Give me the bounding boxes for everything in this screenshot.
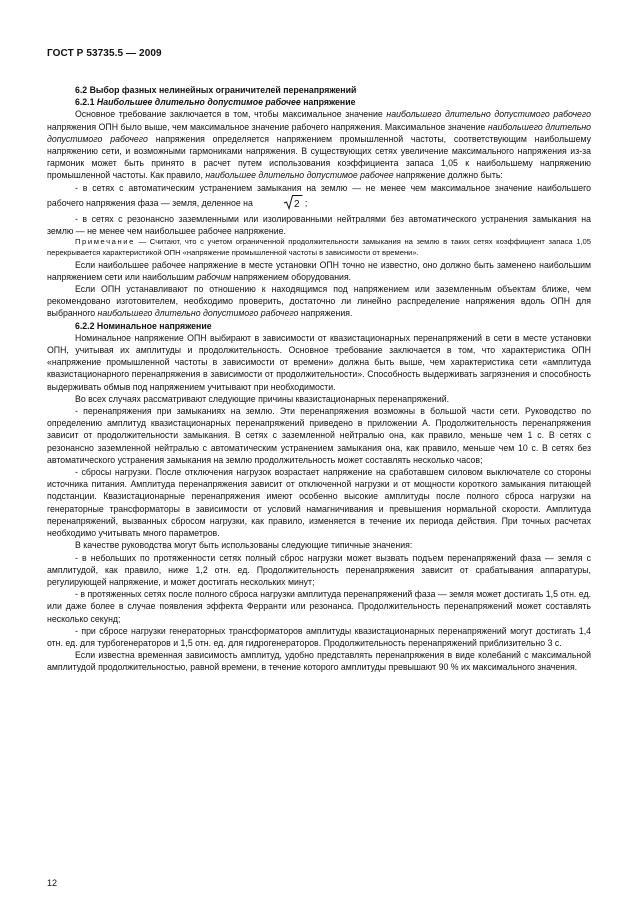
subsection-heading-2: 6.2.2 Номинальное напряжение <box>75 320 212 331</box>
paragraph: В качестве руководства могут быть использованы следующие типичные значения: <box>75 540 413 551</box>
paragraph: Если наибольшее рабочее напряжение в месте установки ОПН точно не известно, оно должно быть заменено наибольшим напряжением сети или наибольшим рабочим напряжением оборудования. <box>47 259 591 282</box>
paragraph: Номинальное напряжение ОПН выбирают в зависимости от квазистационарных перенапряжений в сети в месте установки ОПН, учитывая их амплитуды и продолжительность. Основное требование заключается в том, что характеристика ОПН «напряжение промышленной частоты в зависимости от времени» должна быть выше, чем характеристика сети «амплитуда квазистационарного перенапряжения в зависимости от продолжительности». Способность выдерживать загрязнения и способность выдерживать обмыв под напряжением учитывают при необходимости. <box>47 332 591 392</box>
section-heading: 6.2 Выбор фазных нелинейных ограничителей перенапряжений <box>75 85 357 95</box>
sqrt-symbol <box>255 194 303 213</box>
list-item: - перенапряжения при замыканиях на землю. Эти перенапряжения возможны в большой части сети. Руководство по определению амплитуд квазистационарных перенапряжений приведено в приложении А. Продолжительность перенапряжения зависит от продолжительности замыкания. В сетях с заземленной нейтралью она, как правило, меньше чем 1 с. В сетях с резонансно заземленной нейтралью с автоматическим устранением замыкания она, как правило, меньше чем 10 с. В сетях без автоматического устранения замыкания на землю продолжительность может составлять несколько часов; <box>47 406 591 465</box>
paragraph: Во всех случаях рассматривают следующие причины квазистационарных перенапряжений. <box>75 393 450 404</box>
paragraph: Основное требование заключается в том, чтобы максимальное значение наибольшего длительно допустимого рабочего напряжения ОПН было выше, чем максимальное значение рабочего напряжения. Максимальное значение наибольшего длительно допустимого рабочего напряжения определяется напряжением промышленной частоты, соответствующим наибольшему напряжению сети, и возможными гармониками напряжения. В существующих сетях увеличение максимального напряжения из-за гармоник может быть принято в расчет путем использования коэффициента запаса 1,05 к наибольшему напряжению промышленной частоты. Как правило, наибольшее длительно допустимое рабочее напряжение должно быть: <box>47 109 591 181</box>
document-body <box>47 84 591 674</box>
list-item: - в протяженных сетях после полного сброса нагрузки амплитуда перенапряжений фаза — земля может достигать 1,5 отн. ед. или даже более в случае появления эффекта Ферранти или резонанса. Продолжительность перенапряжений может составлять несколько секунд; <box>47 589 591 624</box>
list-item: - в сетях с автоматическим устранением замыкания на землю — не менее чем максимальное значение наибольшего рабочего напряжения фаза — земля, деленное на 2 ; <box>47 182 591 213</box>
list-item: - при сбросе нагрузки генераторных трансформаторов амплитуды квазистационарных перенапряжений могут достигать 1,4 отн. ед. для турбогенераторов и 1,5 отн. ед. для гидрогенераторов. Продолжительность перенапряжений приблизительно 3 с. <box>47 625 591 648</box>
paragraph: Если известна временная зависимость амплитуд, удобно представлять перенапряжения в виде колебаний с максимальной амплитудой продолжительностью, равной времени, в течение которого амплитуды превышают 90 % их максимального значения. <box>47 650 591 673</box>
list-item: - в небольших по протяженности сетях полный сброс нагрузки может вызвать подъем перенапряжений фаза — земля с амплитудой, как правило, ниже 1,2 отн. ед. Продолжительность перенапряжения зависит от срабатывания аппаратуры, регулирующей напряжение, и может достигать нескольких минут; <box>47 552 591 587</box>
list-item: - в сетях с резонансно заземленными или изолированными нейтралями без автоматического устранения замыкания на землю — не менее чем наибольшее рабочее напряжение. <box>47 214 591 237</box>
paragraph: Если ОПН устанавливают по отношению к находящимся под напряжением или заземленным объектам ближе, чем рекомендовано изготовителем, необходимо проверить, достаточно ли линейно распределение напряжения вдоль ОПН для выбранного наибольшего длительно допустимого рабочего напряжения. <box>47 284 591 319</box>
list-item: - сбросы нагрузки. После отключения нагрузок возрастает напряжение на сработавшем силовом выключателе со стороны источника питания. Амплитуда перенапряжения зависит от отключенной нагрузки и от мощности короткого замыкания питающей подстанции. Квазистационарные перенапряжения имеют особенно высокие амплитуды после полного сброса нагрузки на генераторные трансформаторы в зависимости от условий намагничивания и превышения нормальной скорости. Амплитуда перенапряжений, вызванных сбросом нагрузки, как правило, изменяется в течение их периода действия. При точных расчетах необходимо учитывать много параметров. <box>47 467 591 539</box>
standard-header: ГОСТ Р 53735.5 — 2009 <box>47 48 162 59</box>
page-number: 12 <box>47 878 58 888</box>
svg-text:2: 2 <box>293 198 300 210</box>
subsection-heading-1: 6.2.1 Наибольшее длительно допустимое рабочее напряжение <box>75 97 356 108</box>
note: Примечание — Считают, что с учетом ограниченной продолжительности замыкания на землю в таких сетях коэффициент запаса 1,05 перекрывается характеристикой ОПН «напряжение промышленной частоты в зависимости от времени». <box>47 237 591 258</box>
